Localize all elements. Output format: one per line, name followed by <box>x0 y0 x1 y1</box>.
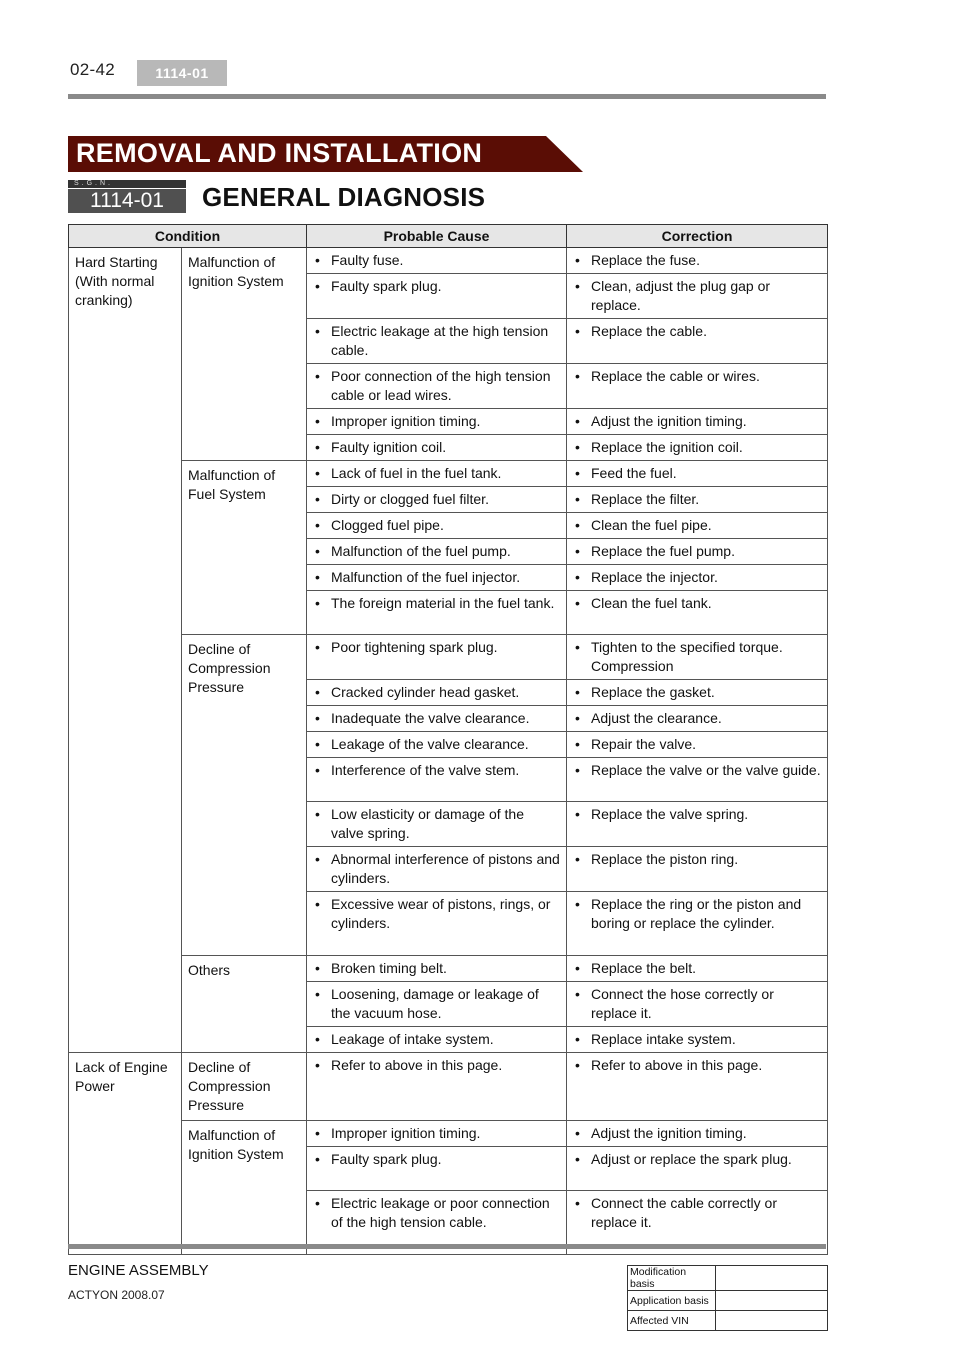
table-row <box>69 1053 828 1121</box>
mod-label: Affected VIN <box>628 1311 716 1331</box>
correction-cell <box>567 732 828 758</box>
correction-text: • Clean the fuel pipe. <box>575 516 821 535</box>
table-row <box>69 461 828 487</box>
footer-rule <box>68 1244 826 1249</box>
subsystem-cell: Others <box>182 956 307 1053</box>
correction-text: • Adjust the ignition timing. <box>575 1124 821 1143</box>
correction-cell <box>567 982 828 1027</box>
correction-cell <box>567 956 828 982</box>
correction-cell <box>567 680 828 706</box>
cause-text: • Leakage of intake system. <box>315 1030 560 1049</box>
correction-text: • Adjust or replace the spark plug. <box>575 1150 821 1169</box>
subsystem-cell: Malfunction of Ignition System <box>182 1121 307 1255</box>
correction-text: • Clean the fuel tank. <box>575 594 821 613</box>
correction-text: • Repair the valve. <box>575 735 821 754</box>
cause-text: • Lack of fuel in the fuel tank. <box>315 464 560 483</box>
cause-text: • Abnormal interference of pistons and cylinders. <box>315 850 560 888</box>
table-row <box>69 635 828 680</box>
correction-cell <box>567 461 828 487</box>
mod-row <box>628 1266 828 1291</box>
cause-text: • Malfunction of the fuel injector. <box>315 568 560 587</box>
correction-cell <box>567 1053 828 1121</box>
mod-label: Modification basis <box>628 1266 716 1291</box>
cause-text: • Inadequate the valve clearance. <box>315 709 560 728</box>
page-number: 02-42 <box>70 60 115 79</box>
cause-cell <box>307 892 567 956</box>
header-code-tab: 1114-01 <box>137 60 227 86</box>
correction-cell <box>567 319 828 364</box>
cause-text: • Faulty spark plug. <box>315 1150 560 1169</box>
correction-cell <box>567 274 828 319</box>
cause-cell <box>307 732 567 758</box>
correction-text: • Replace the fuel pump. <box>575 542 821 561</box>
cause-cell <box>307 435 567 461</box>
correction-text: • Replace the valve or the valve guide. <box>575 761 821 780</box>
correction-text: • Replace the ring or the piston and boring or replace the cylinder. <box>575 895 821 933</box>
cause-text: • Loosening, damage or leakage of the vacuum hose. <box>315 985 560 1023</box>
cause-text: • Poor tightening spark plug. <box>315 638 560 657</box>
correction-text: • Replace the cable. <box>575 322 821 341</box>
cause-text: • Electric leakage at the high tension cable. <box>315 322 560 360</box>
cause-cell <box>307 461 567 487</box>
subsystem-cell: Malfunction of Ignition System <box>182 248 307 461</box>
correction-cell <box>567 635 828 680</box>
correction-cell <box>567 1147 828 1191</box>
correction-text: • Replace the valve spring. <box>575 805 821 824</box>
correction-cell <box>567 409 828 435</box>
cause-text: • Electric leakage or poor connection of the high tension cable. <box>315 1194 560 1232</box>
correction-text: • Refer to above in this page. <box>575 1056 821 1075</box>
cause-text: • Leakage of the valve clearance. <box>315 735 560 754</box>
cause-text: • Faulty fuse. <box>315 251 560 270</box>
cause-text: • Clogged fuel pipe. <box>315 516 560 535</box>
cause-text: • Cracked cylinder head gasket. <box>315 683 560 702</box>
correction-text: • Adjust the clearance. <box>575 709 821 728</box>
cause-text: • Interference of the valve stem. <box>315 761 560 780</box>
cause-text: • Refer to above in this page. <box>315 1056 560 1075</box>
sgn-label: S.G.N. <box>74 180 114 187</box>
correction-text: • Connect the cable correctly or replace it. <box>575 1194 821 1232</box>
header-probable-cause: Probable Cause <box>307 225 567 248</box>
subsystem-cell: Decline of Compression Pressure <box>182 1053 307 1121</box>
cause-cell <box>307 758 567 802</box>
correction-cell <box>567 1121 828 1147</box>
correction-cell <box>567 364 828 409</box>
cause-text: • Broken timing belt. <box>315 959 560 978</box>
correction-cell <box>567 539 828 565</box>
correction-cell <box>567 706 828 732</box>
cause-text: • Faulty ignition coil. <box>315 438 560 457</box>
section-code: 1114-01 <box>68 189 186 213</box>
cause-text: • Low elasticity or damage of the valve spring. <box>315 805 560 843</box>
correction-text: • Replace the belt. <box>575 959 821 978</box>
correction-cell <box>567 847 828 892</box>
cause-cell <box>307 635 567 680</box>
correction-text: • Replace the cable or wires. <box>575 367 821 386</box>
cause-cell <box>307 1121 567 1147</box>
correction-text: • Replace the ignition coil. <box>575 438 821 457</box>
table-header-row <box>69 225 828 248</box>
condition-cell: Hard Starting (With normal cranking) <box>69 248 182 1053</box>
cause-text: • Poor connection of the high tension cable or lead wires. <box>315 367 560 405</box>
cause-text: • Improper ignition timing. <box>315 412 560 431</box>
correction-text: • Replace the fuse. <box>575 251 821 270</box>
mod-value <box>716 1291 828 1311</box>
cause-cell <box>307 1147 567 1191</box>
header-condition: Condition <box>69 225 307 248</box>
cause-cell <box>307 1053 567 1121</box>
banner-title: REMOVAL AND INSTALLATION <box>76 138 483 168</box>
correction-cell <box>567 802 828 847</box>
table-row <box>69 956 828 982</box>
cause-cell <box>307 706 567 732</box>
section-title: GENERAL DIAGNOSIS <box>202 182 486 212</box>
correction-text: • Replace the piston ring. <box>575 850 821 869</box>
mod-row <box>628 1311 828 1331</box>
cause-cell <box>307 513 567 539</box>
cause-cell <box>307 565 567 591</box>
cause-cell <box>307 274 567 319</box>
correction-cell <box>567 892 828 956</box>
cause-text: • Excessive wear of pistons, rings, or cylinders. <box>315 895 560 933</box>
cause-cell <box>307 847 567 892</box>
cause-text: • Dirty or clogged fuel filter. <box>315 490 560 509</box>
table-row <box>69 1121 828 1147</box>
footer-subtitle: ACTYON 2008.07 <box>68 1288 165 1302</box>
cause-cell <box>307 364 567 409</box>
condition-cell: Lack of Engine Power <box>69 1053 182 1255</box>
correction-text: • Tighten to the specified torque. Compression <box>575 638 821 676</box>
diagnosis-table <box>68 224 828 1255</box>
correction-text: • Adjust the ignition timing. <box>575 412 821 431</box>
correction-cell <box>567 513 828 539</box>
correction-cell <box>567 248 828 274</box>
mod-value <box>716 1266 828 1291</box>
correction-text: • Replace the injector. <box>575 568 821 587</box>
cause-cell <box>307 802 567 847</box>
correction-text: • Replace the gasket. <box>575 683 821 702</box>
header-correction: Correction <box>567 225 828 248</box>
diagnosis-body <box>69 248 828 1255</box>
cause-cell <box>307 982 567 1027</box>
cause-cell <box>307 591 567 635</box>
correction-cell <box>567 1027 828 1053</box>
subsystem-cell: Decline of Compression Pressure <box>182 635 307 956</box>
cause-text: • Improper ignition timing. <box>315 1124 560 1143</box>
cause-cell <box>307 956 567 982</box>
correction-cell <box>567 591 828 635</box>
correction-text: • Replace intake system. <box>575 1030 821 1049</box>
correction-cell <box>567 435 828 461</box>
cause-cell <box>307 487 567 513</box>
subsystem-cell: Malfunction of Fuel System <box>182 461 307 635</box>
mod-value <box>716 1311 828 1331</box>
correction-cell <box>567 758 828 802</box>
mod-label: Application basis <box>628 1291 716 1311</box>
correction-text: • Connect the hose correctly or replace it. <box>575 985 821 1023</box>
cause-cell <box>307 680 567 706</box>
correction-text: • Clean, adjust the plug gap or replace. <box>575 277 821 315</box>
table-row <box>69 248 828 274</box>
cause-cell <box>307 248 567 274</box>
correction-text: • Replace the filter. <box>575 490 821 509</box>
cause-cell <box>307 1027 567 1053</box>
cause-cell <box>307 409 567 435</box>
mod-row <box>628 1291 828 1311</box>
correction-cell <box>567 487 828 513</box>
cause-text: • Malfunction of the fuel pump. <box>315 542 560 561</box>
cause-text: • The foreign material in the fuel tank. <box>315 594 560 613</box>
correction-cell <box>567 565 828 591</box>
header-rule <box>68 94 826 99</box>
cause-text: • Faulty spark plug. <box>315 277 560 296</box>
correction-text: • Feed the fuel. <box>575 464 821 483</box>
footer-title: ENGINE ASSEMBLY <box>68 1262 209 1279</box>
cause-cell <box>307 319 567 364</box>
modification-table <box>627 1265 828 1331</box>
cause-cell <box>307 539 567 565</box>
